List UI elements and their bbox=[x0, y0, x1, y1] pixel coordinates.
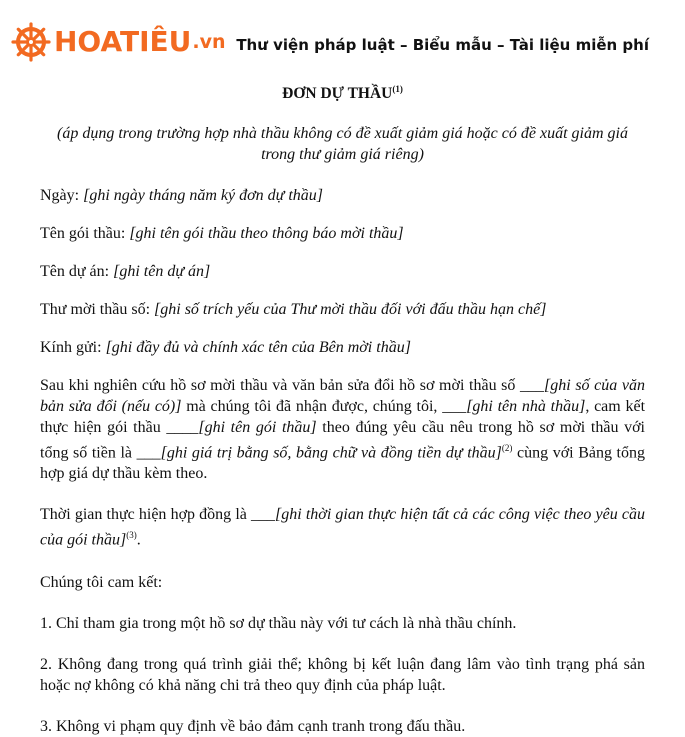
document-title bbox=[40, 78, 645, 105]
placeholder-text: [ghi tên gói thầu] bbox=[198, 419, 317, 437]
site-logo[interactable] bbox=[11, 20, 226, 64]
logo-suffix: .vn bbox=[192, 30, 226, 53]
bid-paragraph bbox=[40, 375, 645, 484]
site-tagline: Thư viện pháp luật – Biểu mẫu – Tài liệu miễn phí bbox=[236, 36, 649, 54]
field-label: Tên dự án: bbox=[40, 263, 114, 281]
field-recipient bbox=[40, 337, 645, 359]
field-value: [ghi số trích yếu của Thư mời thầu đối với đấu thầu hạn chế] bbox=[154, 301, 547, 319]
document-subtitle: (áp dụng trong trường hợp nhà thầu không có đề xuất giảm giá hoặc có đề xuất giảm giá trong thư giảm giá riêng) bbox=[57, 125, 628, 164]
document-body bbox=[40, 78, 645, 737]
duration-paragraph bbox=[40, 504, 645, 550]
para-text: mà chúng tôi đã nhận được, chúng tôi, bbox=[181, 398, 443, 416]
field-project-name bbox=[40, 261, 645, 283]
field-label: Tên gói thầu: bbox=[40, 225, 130, 243]
placeholder-text: [ghi thời gian thực hiện tất cả các công việc theo yêu cầu của gói thầu] bbox=[40, 506, 646, 549]
field-value: [ghi tên dự án] bbox=[113, 263, 211, 281]
footnote-marker: (3) bbox=[126, 530, 137, 541]
blank-line: ___ bbox=[136, 444, 161, 462]
blank-line: ____ bbox=[166, 419, 199, 437]
field-package-name bbox=[40, 223, 645, 245]
para-text: Thời gian thực hiện hợp đồng là bbox=[40, 506, 252, 524]
logo-text: HOATIÊU bbox=[54, 25, 192, 58]
para-text: , cam kết thực hiện gói thầu bbox=[40, 398, 646, 437]
blank-line: ___ bbox=[251, 506, 276, 524]
commitment-item: 1. Chỉ tham gia trong một hồ sơ dự thầu này với tư cách là nhà thầu chính. bbox=[40, 614, 517, 632]
commitment-item: 3. Không vi phạm quy định về bảo đảm cạnh tranh trong đấu thầu. bbox=[40, 717, 466, 735]
para-text: theo đúng yêu cầu nêu trong hồ sơ mời thầu với tổng số tiền là bbox=[40, 419, 645, 462]
field-label: Thư mời thầu số: bbox=[40, 301, 155, 319]
field-value: [ghi ngày tháng năm ký đơn dự thầu] bbox=[83, 187, 324, 205]
field-label: Kính gửi: bbox=[40, 339, 106, 357]
field-value: [ghi đầy đủ và chính xác tên của Bên mời thầu] bbox=[105, 339, 411, 357]
placeholder-text: [ghi số của văn bản sửa đổi (nếu có)] bbox=[40, 377, 645, 416]
ship-wheel-icon bbox=[11, 22, 51, 62]
blank-line: ___ bbox=[442, 398, 467, 416]
placeholder-text: [ghi giá trị bằng số, bằng chữ và đồng tiền dự thầu] bbox=[160, 444, 502, 462]
para-text: . bbox=[136, 531, 141, 549]
para-text: cùng với Bảng tổng hợp giá dự thầu kèm theo. bbox=[40, 444, 646, 483]
site-header bbox=[0, 0, 685, 80]
title-text: ĐƠN DỰ THẦU bbox=[282, 85, 393, 103]
commitment-item: 2. Không đang trong quá trình giải thể; không bị kết luận đang lâm vào tình trạng phá sản hoặc nợ không có khả năng chi trả theo quy định của pháp luật. bbox=[40, 655, 645, 694]
para-text: Sau khi nghiên cứu hồ sơ mời thầu và văn bản sửa đổi hồ sơ mời thầu số bbox=[40, 377, 521, 395]
field-invitation-number bbox=[40, 299, 645, 321]
footnote-marker: (2) bbox=[501, 443, 513, 454]
blank-line: ___ bbox=[520, 377, 545, 395]
field-label: Ngày: bbox=[40, 187, 84, 205]
commitment-intro: Chúng tôi cam kết: bbox=[40, 573, 163, 591]
title-footnote: (1) bbox=[392, 84, 403, 94]
field-value: [ghi tên gói thầu theo thông báo mời thầu] bbox=[129, 225, 404, 243]
placeholder-text: [ghi tên nhà thầu] bbox=[466, 398, 586, 416]
field-date bbox=[40, 185, 645, 207]
